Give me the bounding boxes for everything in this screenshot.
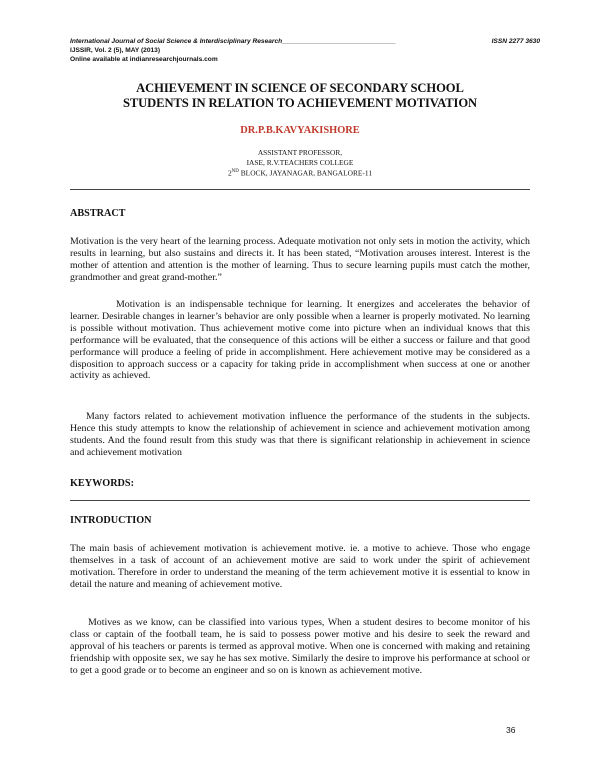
journal-header	[70, 37, 540, 46]
author-affiliation	[70, 148, 530, 178]
journal-online: Online available at indianresearchjournals.com	[70, 56, 218, 63]
journal-name: International Journal of Social Science & Interdisciplinary Research	[70, 38, 283, 45]
paper-title-line-1: ACHIEVEMENT IN SCIENCE OF SECONDARY SCHOOL	[136, 81, 464, 95]
affiliation-ordinal-suffix: ND	[231, 169, 239, 175]
introduction-paragraph-1: The main basis of achievement motivation is achievement motive. ie. a motive to achieve. Those who engage themselves in a task of account of an achievement motive are said to work under the spirit of achievement motivation. Therefore in order to understand the meaning of the term achievement motive it is essential to know in detail the nature and meaning of achievement motive.	[70, 543, 530, 590]
affiliation-line-1: ASSISTANT PROFESSOR,	[257, 148, 343, 157]
header-blank-line: _______________________________	[282, 38, 396, 45]
divider-rule	[70, 189, 530, 190]
affiliation-line-3	[70, 167, 530, 178]
affiliation-block-number: 2	[227, 168, 232, 178]
divider-rule	[70, 500, 530, 501]
abstract-paragraph-1: Motivation is the very heart of the learning process. Adequate motivation not only sets in motion the activity, which results in learning, but also sustains and directs it. It has been stated, “Motivation arouses interest. Interest is the mother of attention and attention is the mother of learning. Thus to secure learning pupils must catch the mother, grandmother and great grand-mother.”	[70, 236, 530, 283]
journal-issn: ISSN 2277 3630	[491, 38, 540, 45]
page-number: 36	[506, 725, 516, 735]
paper-title	[70, 81, 530, 111]
abstract-paragraph-2: Motivation is an indispensable technique for learning. It energizes and accelerates the behavior of learner. Desirable changes in learner’s behavior are only possible when a learner is properly motivated. No learning is possible without motivation. Thus achievement motive come into picture when an individual knows that this performance will be evaluated, that the consequence of this actions will be either a success or failure and that good performance will produce a feeling of pride in accomplishment. Here achievement motive may be considered as a disposition to approach success or a capacity for taking pride in accomplishment when success at one or another activity as achieved.	[70, 299, 530, 382]
introduction-heading: INTRODUCTION	[70, 515, 152, 526]
abstract-heading: ABSTRACT	[70, 208, 126, 219]
keywords-heading: KEYWORDS:	[70, 478, 134, 489]
author-name: DR.P.B.KAVYAKISHORE	[240, 125, 360, 136]
affiliation-address: BLOCK, JAYANAGAR, BANGALORE-11	[238, 168, 373, 178]
abstract-paragraph-3: Many factors related to achievement motivation influence the performance of the students in the subjects. Hence this study attempts to know the relationship of achievement in science and achievement motivation among students. And the found result from this study was that there is significant relationship in achievement in science and achievement motivation	[70, 411, 530, 458]
introduction-paragraph-2: Motives as we know, can be classified into various types, When a student desires to become monitor of his class or captain of the football team, he is said to possess power motive and his desire to seek the reward and approval of his teachers or parents is termed as approval motive. When one is concerned with making and retaining friendship with opposite sex, we say he has sex motive. Similarly the desire to improve his performance at school or to get a good grade or to become an engineer and so on is known as achievement motive.	[70, 617, 530, 676]
affiliation-line-2: IASE, R.V.TEACHERS COLLEGE	[246, 157, 354, 167]
paper-title-line-2: STUDENTS IN RELATION TO ACHIEVEMENT MOTIVATION	[122, 96, 478, 110]
journal-volume: IJSSIR, Vol. 2 (5), MAY (2013)	[70, 47, 161, 54]
